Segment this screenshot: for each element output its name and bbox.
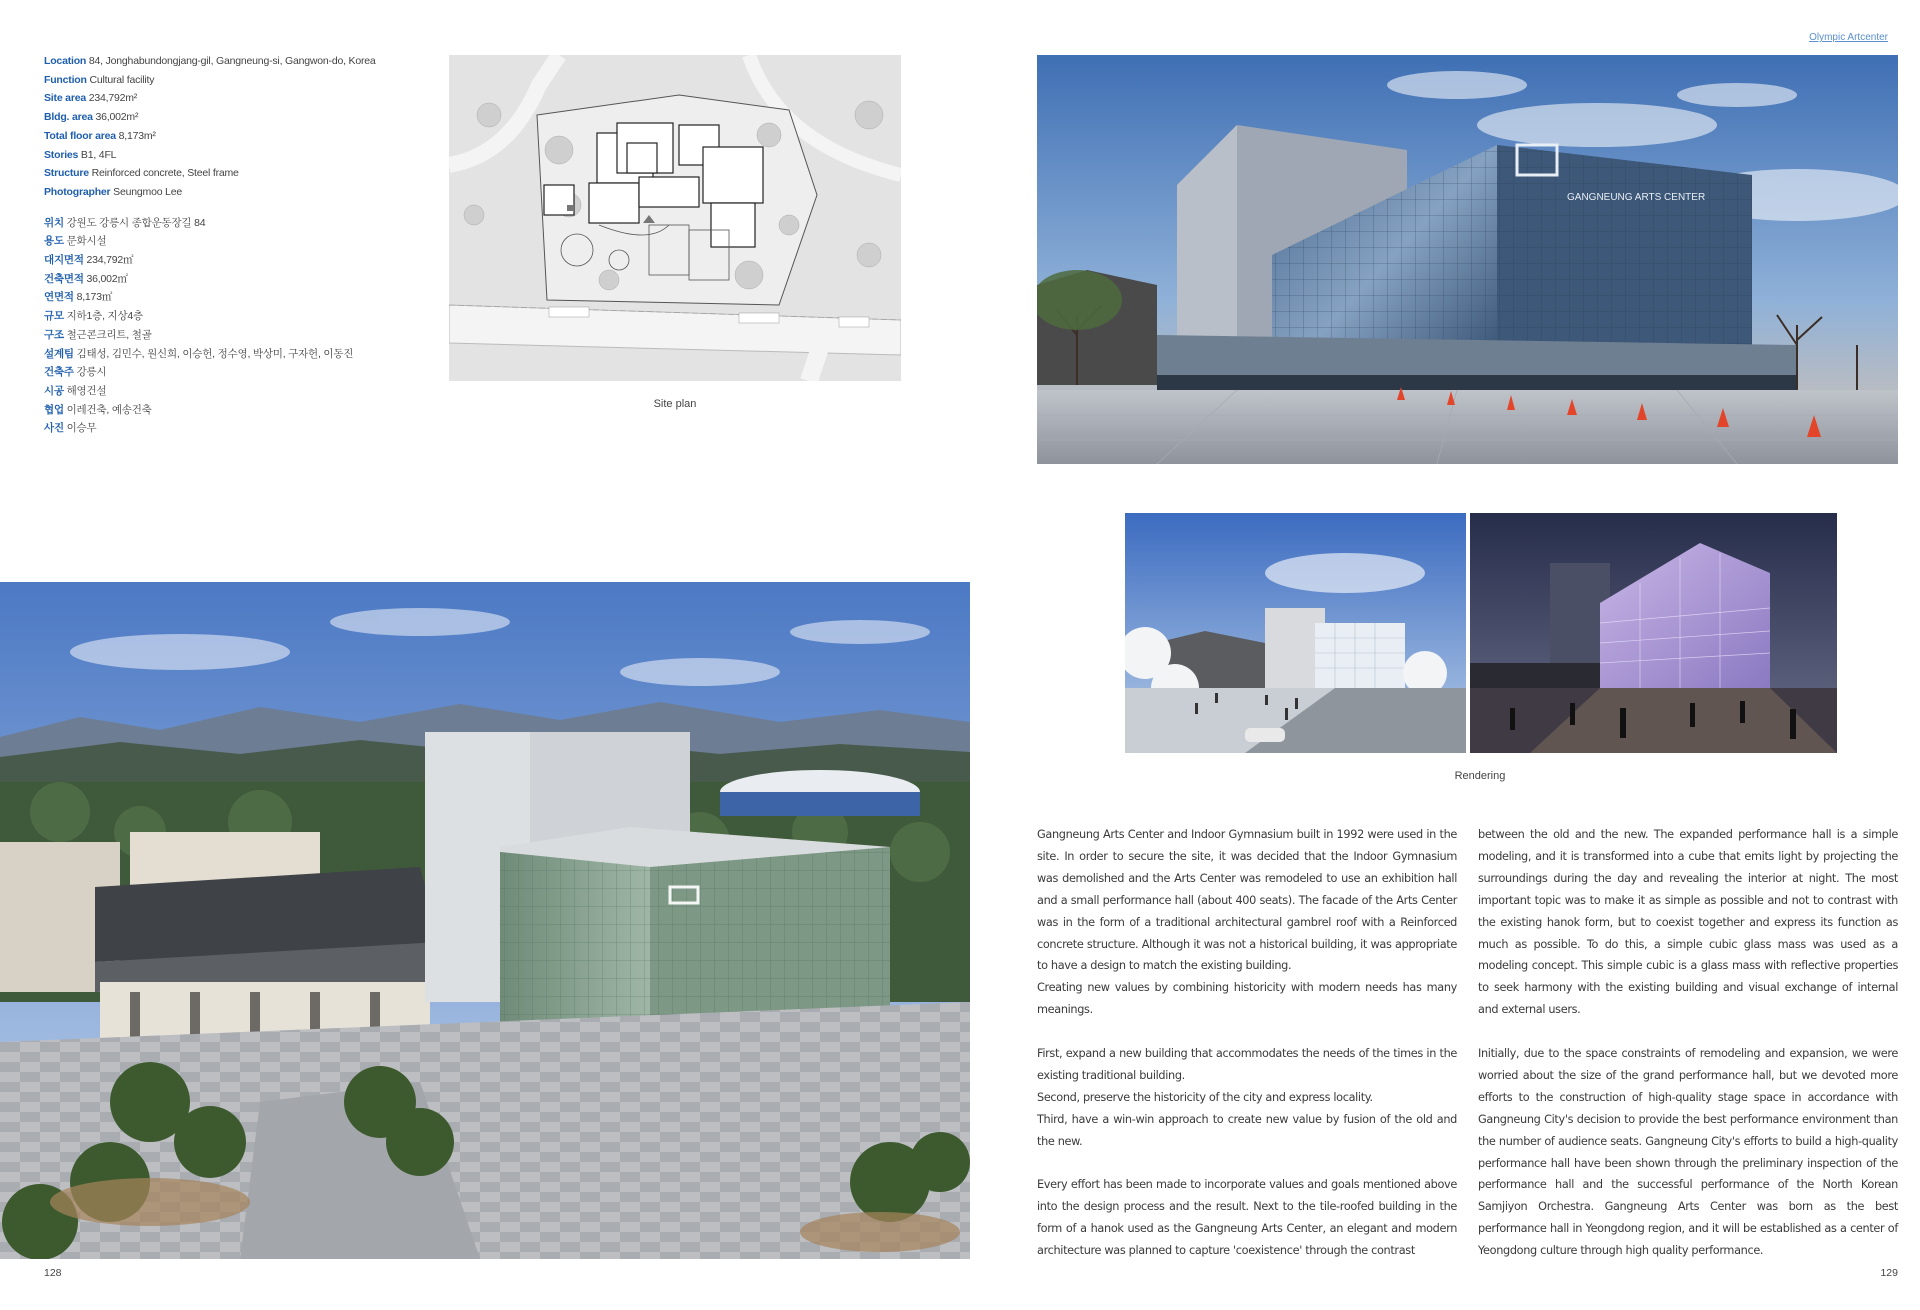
spec-value: 8,173㎡ xyxy=(76,291,113,304)
spec-value: 철근콘크리트, 철골 xyxy=(66,328,152,341)
body-paragraph: Gangneung Arts Center and Indoor Gymnasium built in 1992 were used in the site. In order to secure the site, it was decided that the Indoor Gymnasium was demolished and the Arts Center was remodeled to use an exhibition hall and a small performance hall (about 400 seats). The facade of the Arts Center was in the form of a traditional architectural gambrel roof with a Reinforced concrete structure. Although it was not a historical building, it was appropriate to have a design to match the existing building. xyxy=(1037,828,1457,973)
spec-row xyxy=(44,401,414,420)
site-plan-drawing xyxy=(449,55,901,381)
spec-key: Stories xyxy=(44,148,79,161)
spec-key: Location xyxy=(44,55,87,67)
spec-value: 문화시설 xyxy=(66,235,107,248)
body-paragraph: Third, have a win-win approach to create new value by fusion of the old and the new. xyxy=(1037,1112,1457,1148)
spec-row xyxy=(44,214,414,233)
specs-korean xyxy=(44,214,414,438)
body-paragraph: Second, preserve the historicity of the city and express locality. xyxy=(1037,1090,1373,1104)
spec-value: 해영건설 xyxy=(66,384,107,397)
running-header[interactable]: Olympic Artcenter xyxy=(1809,32,1888,43)
spec-value: 36,002m² xyxy=(95,111,139,124)
spec-row xyxy=(44,52,414,71)
rendering-night xyxy=(1470,513,1837,753)
page-number-right: 129 xyxy=(1880,1267,1898,1279)
paragraph-spacer xyxy=(1037,1153,1457,1175)
spec-row xyxy=(44,419,414,438)
spec-key: 연면적 xyxy=(44,291,74,304)
spec-row xyxy=(44,71,414,90)
spec-row xyxy=(44,164,414,183)
spec-row xyxy=(44,146,414,165)
spec-key: Function xyxy=(44,73,87,86)
spec-row xyxy=(44,363,414,382)
spec-key: 대지면적 xyxy=(44,254,84,267)
spec-value: 지하1층, 지상4층 xyxy=(66,310,143,323)
spec-row xyxy=(44,232,414,251)
spec-value: 강원도 강릉시 종합운동장길 84 xyxy=(66,216,206,229)
photo-glass-facade-svg xyxy=(1037,55,1898,464)
body-paragraph: Initially, due to the space constraints of remodeling and expansion, we were worried about the size of the grand performance hall, but we devoted more efforts to the construction of high-quality stage space in accordance with Gangneung City's decision to provide the best performance environment than the number of audience seats. Gangneung City's efforts to build a high-quality performance hall have been shown through the preliminary inspection of the performance hall and the successful performance of the North Korean Samjiyon Orchestra. Gangneung Arts Center was born as the best performance hall in Yeongdong region, and it will be established as a center of Yeongdong culture through high quality performance. xyxy=(1478,1047,1898,1258)
body-paragraph: First, expand a new building that accommodates the needs of the times in the existing traditional building. xyxy=(1037,1047,1457,1082)
spec-row xyxy=(44,108,414,127)
site-plan-caption: Site plan xyxy=(653,398,697,410)
site-plan-svg xyxy=(449,55,901,381)
spec-value: 8,173m² xyxy=(118,129,156,142)
rendering-day-svg xyxy=(1125,513,1466,753)
spec-key: Photographer xyxy=(44,185,111,198)
body-paragraph: between the old and the new. The expanded performance hall is a simple modeling, and it is transformed into a cube that emits light by projecting the surroundings during the day and revealing the interior at night. The most important topic was to make it as simple as possible and not to contrast with the existing hanok form, but to coexist together and express its function as much as possible. To do this, a simple cubic glass mass was used as a modeling concept. This simple cubic is a glass mass with reflective properties to seek harmony with the existing building and visual exchange of internal and external users. xyxy=(1478,828,1898,1017)
spec-key: 용도 xyxy=(44,235,64,248)
specs-english xyxy=(44,52,414,202)
spec-row xyxy=(44,307,414,326)
project-specs xyxy=(44,52,414,438)
spec-value: Cultural facility xyxy=(89,73,155,86)
spec-value: 김태성, 김민수, 원신희, 이승헌, 정수영, 박상미, 구자헌, 이동진 xyxy=(76,347,354,360)
spec-key: 협업 xyxy=(44,403,64,416)
spec-row xyxy=(44,251,414,270)
spec-row xyxy=(44,382,414,401)
spec-value: 234,792m² xyxy=(88,92,138,105)
paragraph-spacer xyxy=(1478,1021,1898,1043)
spec-key: Bldg. area xyxy=(44,111,93,124)
spec-key: 구조 xyxy=(44,328,64,341)
spec-row xyxy=(44,127,414,146)
photo-glass-facade xyxy=(1037,55,1898,464)
spec-key: 건축면적 xyxy=(44,272,84,285)
spec-value: 234,792㎡ xyxy=(86,254,134,267)
spec-row xyxy=(44,288,414,307)
spec-value: 이승무 xyxy=(66,422,97,435)
spec-row xyxy=(44,89,414,108)
page-number-left: 128 xyxy=(44,1267,62,1279)
photo-aerial xyxy=(0,582,970,1259)
spec-value: 36,002㎡ xyxy=(86,272,128,285)
spec-key: Site area xyxy=(44,92,86,105)
spec-value: Reinforced concrete, Steel frame xyxy=(91,167,239,180)
spec-value: 강릉시 xyxy=(76,366,107,379)
spec-row xyxy=(44,183,414,202)
body-paragraph: Creating new values by combining historicity with modern needs has many meanings. xyxy=(1037,981,1457,1017)
rendering-night-svg xyxy=(1470,513,1837,753)
body-text-left xyxy=(1037,824,1457,1262)
photo-aerial-svg xyxy=(0,582,970,1259)
spec-key: 위치 xyxy=(44,216,64,229)
spec-key: 설계팀 xyxy=(44,347,74,360)
spec-key: Structure xyxy=(44,167,89,180)
spec-row xyxy=(44,326,414,345)
spec-value: Seungmoo Lee xyxy=(113,185,182,198)
spec-key: 규모 xyxy=(44,310,64,323)
body-paragraph: Every effort has been made to incorporate values and goals mentioned above into the design process and the result. Next to the tile-roofed building in the form of a hanok used as the Gangneung Arts Center, an elegant and modern architecture was planned to capture 'coexistence' through the contrast xyxy=(1037,1178,1457,1258)
spec-key: 사진 xyxy=(44,422,64,435)
paragraph-spacer xyxy=(1037,1021,1457,1043)
rendering-caption: Rendering xyxy=(1454,770,1506,782)
spec-value: 84, Jonghabundongjang-gil, Gangneung-si, Gangwon-do, Korea xyxy=(88,55,376,67)
spec-value: 이레건축, 예송건축 xyxy=(66,403,152,416)
spec-key: 시공 xyxy=(44,384,64,397)
spec-value: B1, 4FL xyxy=(80,148,117,161)
rendering-day xyxy=(1125,513,1466,753)
spec-key: Total floor area xyxy=(44,129,116,142)
spec-row xyxy=(44,270,414,289)
spec-row xyxy=(44,345,414,364)
spec-key: 건축주 xyxy=(44,366,74,379)
body-text-right xyxy=(1478,824,1898,1262)
facade-sign-text: GANGNEUNG ARTS CENTER xyxy=(1567,192,1706,203)
